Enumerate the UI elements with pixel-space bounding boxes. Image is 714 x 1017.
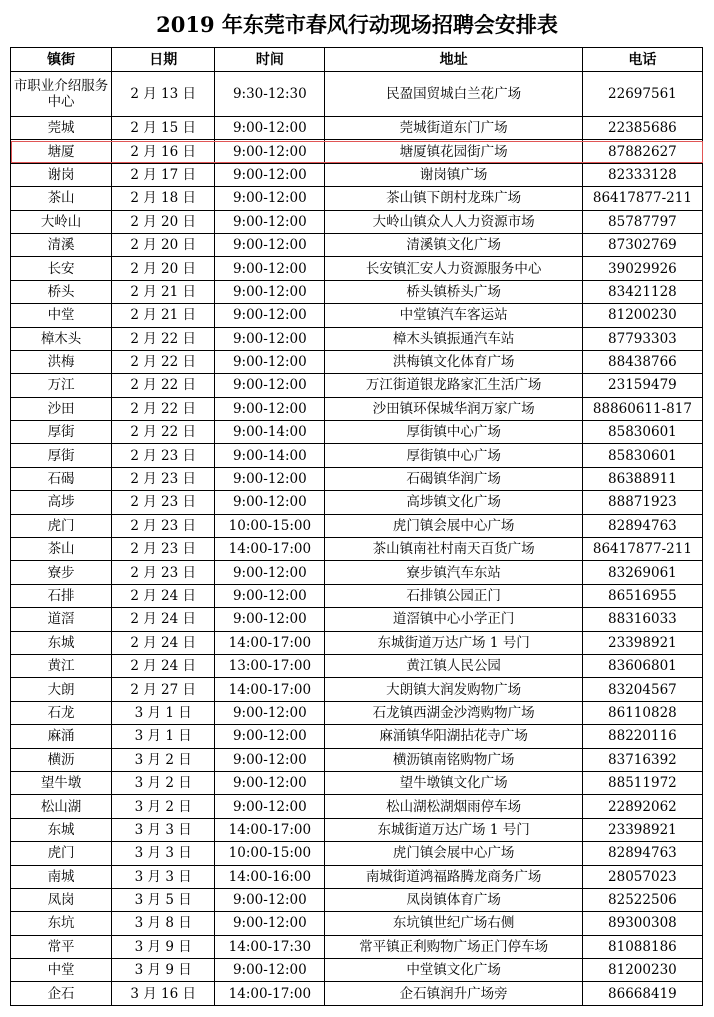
- cell-date: 2 月 21 日: [112, 304, 215, 327]
- table-row: [11, 865, 703, 888]
- cell-address: 莞城街道东门广场: [325, 117, 582, 140]
- cell-date: 2 月 22 日: [112, 327, 215, 350]
- cell-address: 黄江镇人民公园: [325, 654, 582, 677]
- cell-address: 麻涌镇华阳湖拈花寺广场: [325, 725, 582, 748]
- table-row: [11, 163, 703, 186]
- table-row: [11, 701, 703, 724]
- cell-address: 厚街镇中心广场: [325, 421, 582, 444]
- header-phone: 电话: [582, 48, 702, 72]
- cell-phone: 22892062: [582, 795, 702, 818]
- cell-phone: 87882627: [582, 140, 702, 163]
- cell-address: 石排镇公园正门: [325, 584, 582, 607]
- cell-time: 10:00-15:00: [215, 514, 325, 537]
- cell-town: 东城: [11, 631, 112, 654]
- cell-time: 9:00-14:00: [215, 444, 325, 467]
- cell-phone: 83421128: [582, 280, 702, 303]
- cell-phone: 86516955: [582, 584, 702, 607]
- table-row: [11, 959, 703, 982]
- cell-time: 9:00-12:00: [215, 350, 325, 373]
- table-row: [11, 538, 703, 561]
- table-body: [11, 72, 703, 1006]
- cell-town: 东坑: [11, 912, 112, 935]
- cell-address: 企石镇润升广场旁: [325, 982, 582, 1005]
- cell-time: 14:00-17:00: [215, 982, 325, 1005]
- table-row: [11, 608, 703, 631]
- cell-phone: 82894763: [582, 514, 702, 537]
- cell-time: 9:00-12:00: [215, 701, 325, 724]
- cell-town: 谢岗: [11, 163, 112, 186]
- cell-time: 9:00-12:00: [215, 467, 325, 490]
- cell-address: 凤岗镇体育广场: [325, 888, 582, 911]
- table-row: [11, 72, 703, 117]
- cell-town: 长安: [11, 257, 112, 280]
- cell-time: 14:00-17:00: [215, 631, 325, 654]
- cell-date: 2 月 23 日: [112, 538, 215, 561]
- cell-date: 2 月 24 日: [112, 584, 215, 607]
- table-row: [11, 514, 703, 537]
- cell-date: 2 月 24 日: [112, 654, 215, 677]
- cell-town: 常平: [11, 935, 112, 958]
- cell-phone: 85830601: [582, 421, 702, 444]
- cell-time: 9:00-12:00: [215, 959, 325, 982]
- cell-date: 3 月 9 日: [112, 959, 215, 982]
- cell-time: 9:00-12:00: [215, 912, 325, 935]
- cell-date: 3 月 3 日: [112, 842, 215, 865]
- cell-address: 沙田镇环保城华润万家广场: [325, 397, 582, 420]
- cell-phone: 88316033: [582, 608, 702, 631]
- cell-town: 市职业介绍服务中心: [11, 72, 112, 117]
- cell-time: 9:00-12:00: [215, 748, 325, 771]
- cell-town: 高埗: [11, 491, 112, 514]
- cell-time: 9:00-12:00: [215, 584, 325, 607]
- cell-town: 万江: [11, 374, 112, 397]
- cell-phone: 83269061: [582, 561, 702, 584]
- cell-address: 东坑镇世纪广场右侧: [325, 912, 582, 935]
- cell-time: 9:30-12:30: [215, 72, 325, 117]
- cell-date: 2 月 16 日: [112, 140, 215, 163]
- table-row: [11, 397, 703, 420]
- cell-time: 13:00-17:00: [215, 654, 325, 677]
- cell-date: 2 月 20 日: [112, 210, 215, 233]
- cell-town: 莞城: [11, 117, 112, 140]
- cell-time: 9:00-12:00: [215, 140, 325, 163]
- cell-time: 9:00-12:00: [215, 304, 325, 327]
- cell-date: 3 月 9 日: [112, 935, 215, 958]
- cell-date: 3 月 3 日: [112, 818, 215, 841]
- cell-phone: 88860611-817: [582, 397, 702, 420]
- table-row: [11, 187, 703, 210]
- table-row: [11, 444, 703, 467]
- cell-phone: 89300308: [582, 912, 702, 935]
- cell-address: 清溪镇文化广场: [325, 233, 582, 256]
- cell-time: 14:00-17:00: [215, 818, 325, 841]
- table-row: [11, 233, 703, 256]
- cell-phone: 83716392: [582, 748, 702, 771]
- table-row: [11, 374, 703, 397]
- cell-phone: 88438766: [582, 350, 702, 373]
- cell-phone: 85787797: [582, 210, 702, 233]
- cell-date: 2 月 21 日: [112, 280, 215, 303]
- cell-phone: 83606801: [582, 654, 702, 677]
- cell-town: 横沥: [11, 748, 112, 771]
- table-row: [11, 912, 703, 935]
- cell-time: 14:00-17:30: [215, 935, 325, 958]
- cell-time: 9:00-12:00: [215, 771, 325, 794]
- cell-town: 厚街: [11, 444, 112, 467]
- cell-phone: 86110828: [582, 701, 702, 724]
- cell-phone: 82894763: [582, 842, 702, 865]
- cell-address: 洪梅镇文化体育广场: [325, 350, 582, 373]
- cell-phone: 86388911: [582, 467, 702, 490]
- cell-time: 9:00-12:00: [215, 725, 325, 748]
- cell-address: 横沥镇南铭购物广场: [325, 748, 582, 771]
- cell-address: 虎门镇会展中心广场: [325, 842, 582, 865]
- cell-town: 虎门: [11, 842, 112, 865]
- cell-phone: 23398921: [582, 631, 702, 654]
- cell-phone: 88220116: [582, 725, 702, 748]
- cell-phone: 88511972: [582, 771, 702, 794]
- cell-town: 塘厦: [11, 140, 112, 163]
- cell-town: 凤岗: [11, 888, 112, 911]
- cell-time: 9:00-12:00: [215, 117, 325, 140]
- cell-time: 9:00-12:00: [215, 561, 325, 584]
- cell-phone: 86417877-211: [582, 187, 702, 210]
- cell-date: 3 月 5 日: [112, 888, 215, 911]
- cell-time: 9:00-12:00: [215, 608, 325, 631]
- table-row: [11, 257, 703, 280]
- cell-date: 3 月 1 日: [112, 725, 215, 748]
- cell-address: 望牛墩镇文化广场: [325, 771, 582, 794]
- cell-time: 9:00-12:00: [215, 397, 325, 420]
- cell-time: 9:00-14:00: [215, 421, 325, 444]
- cell-date: 2 月 22 日: [112, 350, 215, 373]
- cell-time: 9:00-12:00: [215, 210, 325, 233]
- table-row: [11, 350, 703, 373]
- cell-date: 2 月 20 日: [112, 233, 215, 256]
- cell-date: 2 月 13 日: [112, 72, 215, 117]
- cell-address: 南城街道鸿福路腾龙商务广场: [325, 865, 582, 888]
- cell-date: 3 月 2 日: [112, 748, 215, 771]
- cell-phone: 81200230: [582, 304, 702, 327]
- table-row: [11, 678, 703, 701]
- cell-town: 石碣: [11, 467, 112, 490]
- cell-address: 民盈国贸城白兰花广场: [325, 72, 582, 117]
- cell-phone: 82522506: [582, 888, 702, 911]
- table-row: [11, 327, 703, 350]
- cell-date: 2 月 27 日: [112, 678, 215, 701]
- cell-time: 9:00-12:00: [215, 374, 325, 397]
- cell-date: 3 月 2 日: [112, 795, 215, 818]
- table-row: [11, 771, 703, 794]
- cell-address: 中堂镇汽车客运站: [325, 304, 582, 327]
- cell-address: 常平镇正利购物广场正门停车场: [325, 935, 582, 958]
- cell-phone: 83204567: [582, 678, 702, 701]
- cell-date: 2 月 23 日: [112, 561, 215, 584]
- cell-phone: 81200230: [582, 959, 702, 982]
- table-row: [11, 140, 703, 163]
- cell-phone: 39029926: [582, 257, 702, 280]
- cell-date: 3 月 3 日: [112, 865, 215, 888]
- cell-address: 谢岗镇广场: [325, 163, 582, 186]
- cell-town: 大岭山: [11, 210, 112, 233]
- cell-address: 长安镇汇安人力资源服务中心: [325, 257, 582, 280]
- table-row: [11, 304, 703, 327]
- cell-town: 道滘: [11, 608, 112, 631]
- cell-town: 麻涌: [11, 725, 112, 748]
- cell-date: 2 月 22 日: [112, 374, 215, 397]
- cell-time: 14:00-16:00: [215, 865, 325, 888]
- cell-town: 中堂: [11, 959, 112, 982]
- cell-phone: 23398921: [582, 818, 702, 841]
- cell-phone: 88871923: [582, 491, 702, 514]
- cell-address: 东城街道万达广场 1 号门: [325, 818, 582, 841]
- cell-address: 樟木头镇振通汽车站: [325, 327, 582, 350]
- cell-town: 厚街: [11, 421, 112, 444]
- cell-town: 清溪: [11, 233, 112, 256]
- cell-address: 道滘镇中心小学正门: [325, 608, 582, 631]
- table-row: [11, 210, 703, 233]
- table-row: [11, 795, 703, 818]
- cell-phone: 82333128: [582, 163, 702, 186]
- cell-address: 虎门镇会展中心广场: [325, 514, 582, 537]
- cell-date: 3 月 2 日: [112, 771, 215, 794]
- cell-phone: 85830601: [582, 444, 702, 467]
- cell-town: 松山湖: [11, 795, 112, 818]
- cell-date: 2 月 23 日: [112, 467, 215, 490]
- table-row: [11, 117, 703, 140]
- cell-address: 东城街道万达广场 1 号门: [325, 631, 582, 654]
- cell-town: 望牛墩: [11, 771, 112, 794]
- cell-address: 高埗镇文化广场: [325, 491, 582, 514]
- cell-date: 2 月 23 日: [112, 444, 215, 467]
- cell-phone: 23159479: [582, 374, 702, 397]
- cell-address: 万江街道银龙路家汇生活广场: [325, 374, 582, 397]
- table-row: [11, 467, 703, 490]
- cell-date: 3 月 16 日: [112, 982, 215, 1005]
- cell-date: 2 月 24 日: [112, 631, 215, 654]
- header-address: 地址: [325, 48, 582, 72]
- cell-phone: 28057023: [582, 865, 702, 888]
- cell-town: 黄江: [11, 654, 112, 677]
- cell-date: 2 月 20 日: [112, 257, 215, 280]
- cell-time: 9:00-12:00: [215, 888, 325, 911]
- cell-address: 石碣镇华润广场: [325, 467, 582, 490]
- cell-town: 桥头: [11, 280, 112, 303]
- cell-date: 2 月 22 日: [112, 397, 215, 420]
- header-row: [11, 48, 703, 72]
- cell-date: 3 月 1 日: [112, 701, 215, 724]
- cell-address: 茶山镇下朗村龙珠广场: [325, 187, 582, 210]
- cell-phone: 81088186: [582, 935, 702, 958]
- cell-date: 2 月 15 日: [112, 117, 215, 140]
- cell-town: 虎门: [11, 514, 112, 537]
- table-row: [11, 631, 703, 654]
- table-row: [11, 584, 703, 607]
- table-row: [11, 888, 703, 911]
- cell-address: 塘厦镇花园街广场: [325, 140, 582, 163]
- cell-town: 石龙: [11, 701, 112, 724]
- table-row: [11, 280, 703, 303]
- cell-town: 洪梅: [11, 350, 112, 373]
- cell-address: 松山湖松湖烟雨停车场: [325, 795, 582, 818]
- cell-time: 9:00-12:00: [215, 491, 325, 514]
- table-row: [11, 421, 703, 444]
- header-time: 时间: [215, 48, 325, 72]
- cell-time: 9:00-12:00: [215, 187, 325, 210]
- cell-time: 9:00-12:00: [215, 233, 325, 256]
- cell-time: 9:00-12:00: [215, 280, 325, 303]
- cell-address: 中堂镇文化广场: [325, 959, 582, 982]
- table-row: [11, 491, 703, 514]
- cell-phone: 87302769: [582, 233, 702, 256]
- table-row: [11, 818, 703, 841]
- cell-date: 2 月 18 日: [112, 187, 215, 210]
- cell-phone: 22385686: [582, 117, 702, 140]
- cell-phone: 86417877-211: [582, 538, 702, 561]
- cell-address: 厚街镇中心广场: [325, 444, 582, 467]
- cell-date: 2 月 17 日: [112, 163, 215, 186]
- cell-time: 9:00-12:00: [215, 327, 325, 350]
- cell-town: 寮步: [11, 561, 112, 584]
- table-row: [11, 561, 703, 584]
- cell-time: 9:00-12:00: [215, 163, 325, 186]
- cell-phone: 87793303: [582, 327, 702, 350]
- cell-town: 企石: [11, 982, 112, 1005]
- table-row: [11, 748, 703, 771]
- table-row: [11, 935, 703, 958]
- table-row: [11, 725, 703, 748]
- cell-time: 14:00-17:00: [215, 538, 325, 561]
- cell-town: 大朗: [11, 678, 112, 701]
- cell-town: 茶山: [11, 538, 112, 561]
- cell-town: 茶山: [11, 187, 112, 210]
- page-title: 2019 年东莞市春风行动现场招聘会安排表: [156, 12, 558, 37]
- cell-town: 南城: [11, 865, 112, 888]
- cell-time: 10:00-15:00: [215, 842, 325, 865]
- cell-address: 石龙镇西湖金沙湾购物广场: [325, 701, 582, 724]
- cell-phone: 86668419: [582, 982, 702, 1005]
- cell-town: 石排: [11, 584, 112, 607]
- cell-town: 中堂: [11, 304, 112, 327]
- header-town: 镇街: [11, 48, 112, 72]
- cell-date: 3 月 8 日: [112, 912, 215, 935]
- schedule-table: [10, 47, 703, 1006]
- table-row: [11, 982, 703, 1005]
- cell-town: 樟木头: [11, 327, 112, 350]
- table-row: [11, 654, 703, 677]
- cell-date: 2 月 23 日: [112, 514, 215, 537]
- cell-address: 桥头镇桥头广场: [325, 280, 582, 303]
- cell-date: 2 月 22 日: [112, 421, 215, 444]
- cell-time: 14:00-17:00: [215, 678, 325, 701]
- cell-address: 大岭山镇众人人力资源市场: [325, 210, 582, 233]
- cell-date: 2 月 24 日: [112, 608, 215, 631]
- cell-time: 9:00-12:00: [215, 795, 325, 818]
- cell-date: 2 月 23 日: [112, 491, 215, 514]
- cell-address: 茶山镇南社村南天百货广场: [325, 538, 582, 561]
- cell-town: 沙田: [11, 397, 112, 420]
- cell-address: 寮步镇汽车东站: [325, 561, 582, 584]
- cell-phone: 22697561: [582, 72, 702, 117]
- cell-time: 9:00-12:00: [215, 257, 325, 280]
- table-row: [11, 842, 703, 865]
- cell-address: 大朗镇大润发购物广场: [325, 678, 582, 701]
- header-date: 日期: [112, 48, 215, 72]
- cell-town: 东城: [11, 818, 112, 841]
